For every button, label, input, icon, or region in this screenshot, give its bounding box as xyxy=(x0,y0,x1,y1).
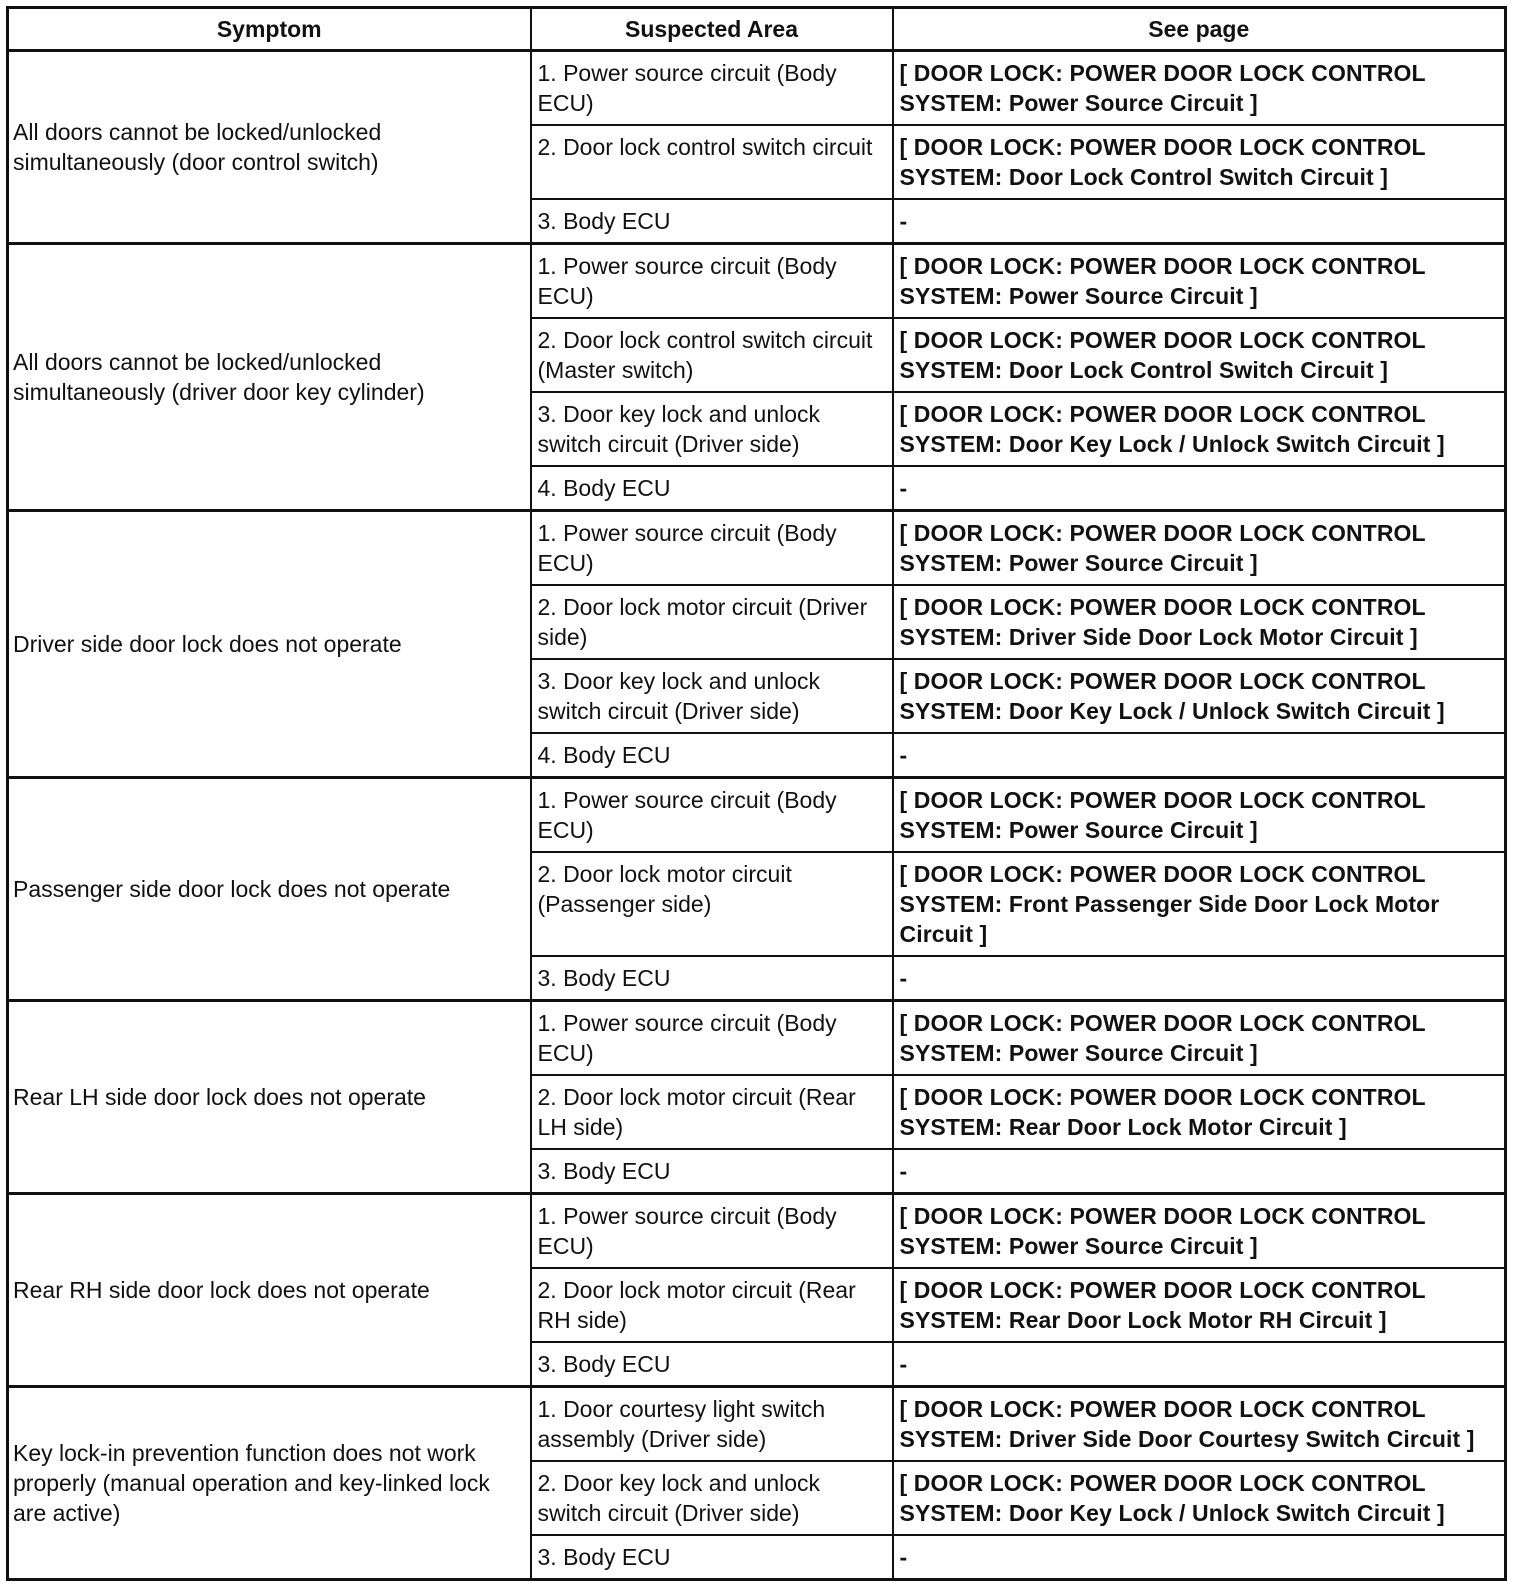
symptom-cell: Driver side door lock does not operate xyxy=(8,511,531,778)
suspected-area-cell: 3. Body ECU xyxy=(531,956,893,1001)
see-page-reference-cell: [ DOOR LOCK: POWER DOOR LOCK CONTROL SYSTEM: Power Source Circuit ] xyxy=(893,1001,1506,1076)
see-page-reference-cell: [ DOOR LOCK: POWER DOOR LOCK CONTROL SYSTEM: Rear Door Lock Motor Circuit ] xyxy=(893,1075,1506,1149)
table-row xyxy=(8,244,1506,319)
see-page-reference-cell: [ DOOR LOCK: POWER DOOR LOCK CONTROL SYSTEM: Door Lock Control Switch Circuit ] xyxy=(893,125,1506,199)
symptom-cell: All doors cannot be locked/unlocked simultaneously (driver door key cylinder) xyxy=(8,244,531,511)
suspected-area-cell: 4. Body ECU xyxy=(531,733,893,778)
see-page-reference-cell: [ DOOR LOCK: POWER DOOR LOCK CONTROL SYSTEM: Front Passenger Side Door Lock Motor Circuit ] xyxy=(893,852,1506,956)
see-page-reference-cell: - xyxy=(893,1342,1506,1387)
suspected-area-cell: 3. Door key lock and unlock switch circuit (Driver side) xyxy=(531,659,893,733)
symptom-cell: Passenger side door lock does not operate xyxy=(8,778,531,1001)
suspected-area-cell: 4. Body ECU xyxy=(531,466,893,511)
see-page-reference-cell: [ DOOR LOCK: POWER DOOR LOCK CONTROL SYSTEM: Power Source Circuit ] xyxy=(893,1194,1506,1269)
see-page-reference-cell: - xyxy=(893,1535,1506,1580)
suspected-area-cell: 3. Body ECU xyxy=(531,199,893,244)
suspected-area-cell: 2. Door lock motor circuit (Rear LH side) xyxy=(531,1075,893,1149)
suspected-area-cell: 2. Door key lock and unlock switch circuit (Driver side) xyxy=(531,1461,893,1535)
problem-symptoms-table xyxy=(6,6,1507,1581)
see-page-reference-cell: - xyxy=(893,466,1506,511)
suspected-area-cell: 2. Door lock motor circuit (Passenger side) xyxy=(531,852,893,956)
see-page-reference-cell: - xyxy=(893,956,1506,1001)
see-page-reference-cell: [ DOOR LOCK: POWER DOOR LOCK CONTROL SYSTEM: Power Source Circuit ] xyxy=(893,778,1506,853)
table-row xyxy=(8,1001,1506,1076)
header-symptom: Symptom xyxy=(8,8,531,51)
see-page-reference-cell: [ DOOR LOCK: POWER DOOR LOCK CONTROL SYSTEM: Driver Side Door Courtesy Switch Circuit ] xyxy=(893,1387,1506,1462)
suspected-area-cell: 1. Door courtesy light switch assembly (Driver side) xyxy=(531,1387,893,1462)
see-page-reference-cell: [ DOOR LOCK: POWER DOOR LOCK CONTROL SYSTEM: Driver Side Door Lock Motor Circuit ] xyxy=(893,585,1506,659)
suspected-area-cell: 1. Power source circuit (Body ECU) xyxy=(531,1194,893,1269)
see-page-reference-cell: [ DOOR LOCK: POWER DOOR LOCK CONTROL SYSTEM: Door Key Lock / Unlock Switch Circuit ] xyxy=(893,1461,1506,1535)
table-header-row xyxy=(8,8,1506,51)
see-page-reference-cell: [ DOOR LOCK: POWER DOOR LOCK CONTROL SYSTEM: Door Key Lock / Unlock Switch Circuit ] xyxy=(893,392,1506,466)
table-row xyxy=(8,778,1506,853)
table-row xyxy=(8,51,1506,126)
suspected-area-cell: 3. Body ECU xyxy=(531,1149,893,1194)
see-page-reference-cell: - xyxy=(893,1149,1506,1194)
suspected-area-cell: 2. Door lock control switch circuit (Master switch) xyxy=(531,318,893,392)
see-page-reference-cell: [ DOOR LOCK: POWER DOOR LOCK CONTROL SYSTEM: Door Key Lock / Unlock Switch Circuit ] xyxy=(893,659,1506,733)
suspected-area-cell: 2. Door lock motor circuit (Rear RH side) xyxy=(531,1268,893,1342)
see-page-reference-cell: [ DOOR LOCK: POWER DOOR LOCK CONTROL SYSTEM: Power Source Circuit ] xyxy=(893,511,1506,586)
symptom-cell: All doors cannot be locked/unlocked simultaneously (door control switch) xyxy=(8,51,531,244)
symptom-cell: Key lock-in prevention function does not work properly (manual operation and key-linked lock are active) xyxy=(8,1387,531,1580)
symptom-cell: Rear RH side door lock does not operate xyxy=(8,1194,531,1387)
table-row xyxy=(8,511,1506,586)
troubleshooting-table-container xyxy=(6,6,1504,1581)
suspected-area-cell: 3. Door key lock and unlock switch circuit (Driver side) xyxy=(531,392,893,466)
suspected-area-cell: 1. Power source circuit (Body ECU) xyxy=(531,244,893,319)
see-page-reference-cell: [ DOOR LOCK: POWER DOOR LOCK CONTROL SYSTEM: Door Lock Control Switch Circuit ] xyxy=(893,318,1506,392)
suspected-area-cell: 1. Power source circuit (Body ECU) xyxy=(531,51,893,126)
header-suspected-area: Suspected Area xyxy=(531,8,893,51)
symptom-cell: Rear LH side door lock does not operate xyxy=(8,1001,531,1194)
suspected-area-cell: 1. Power source circuit (Body ECU) xyxy=(531,511,893,586)
suspected-area-cell: 2. Door lock control switch circuit xyxy=(531,125,893,199)
suspected-area-cell: 2. Door lock motor circuit (Driver side) xyxy=(531,585,893,659)
see-page-reference-cell: [ DOOR LOCK: POWER DOOR LOCK CONTROL SYSTEM: Rear Door Lock Motor RH Circuit ] xyxy=(893,1268,1506,1342)
see-page-reference-cell: - xyxy=(893,733,1506,778)
see-page-reference-cell: [ DOOR LOCK: POWER DOOR LOCK CONTROL SYSTEM: Power Source Circuit ] xyxy=(893,244,1506,319)
table-body xyxy=(8,51,1506,1580)
table-row xyxy=(8,1387,1506,1462)
suspected-area-cell: 1. Power source circuit (Body ECU) xyxy=(531,1001,893,1076)
header-see-page: See page xyxy=(893,8,1506,51)
see-page-reference-cell: [ DOOR LOCK: POWER DOOR LOCK CONTROL SYSTEM: Power Source Circuit ] xyxy=(893,51,1506,126)
table-row xyxy=(8,1194,1506,1269)
suspected-area-cell: 3. Body ECU xyxy=(531,1342,893,1387)
suspected-area-cell: 3. Body ECU xyxy=(531,1535,893,1580)
see-page-reference-cell: - xyxy=(893,199,1506,244)
suspected-area-cell: 1. Power source circuit (Body ECU) xyxy=(531,778,893,853)
